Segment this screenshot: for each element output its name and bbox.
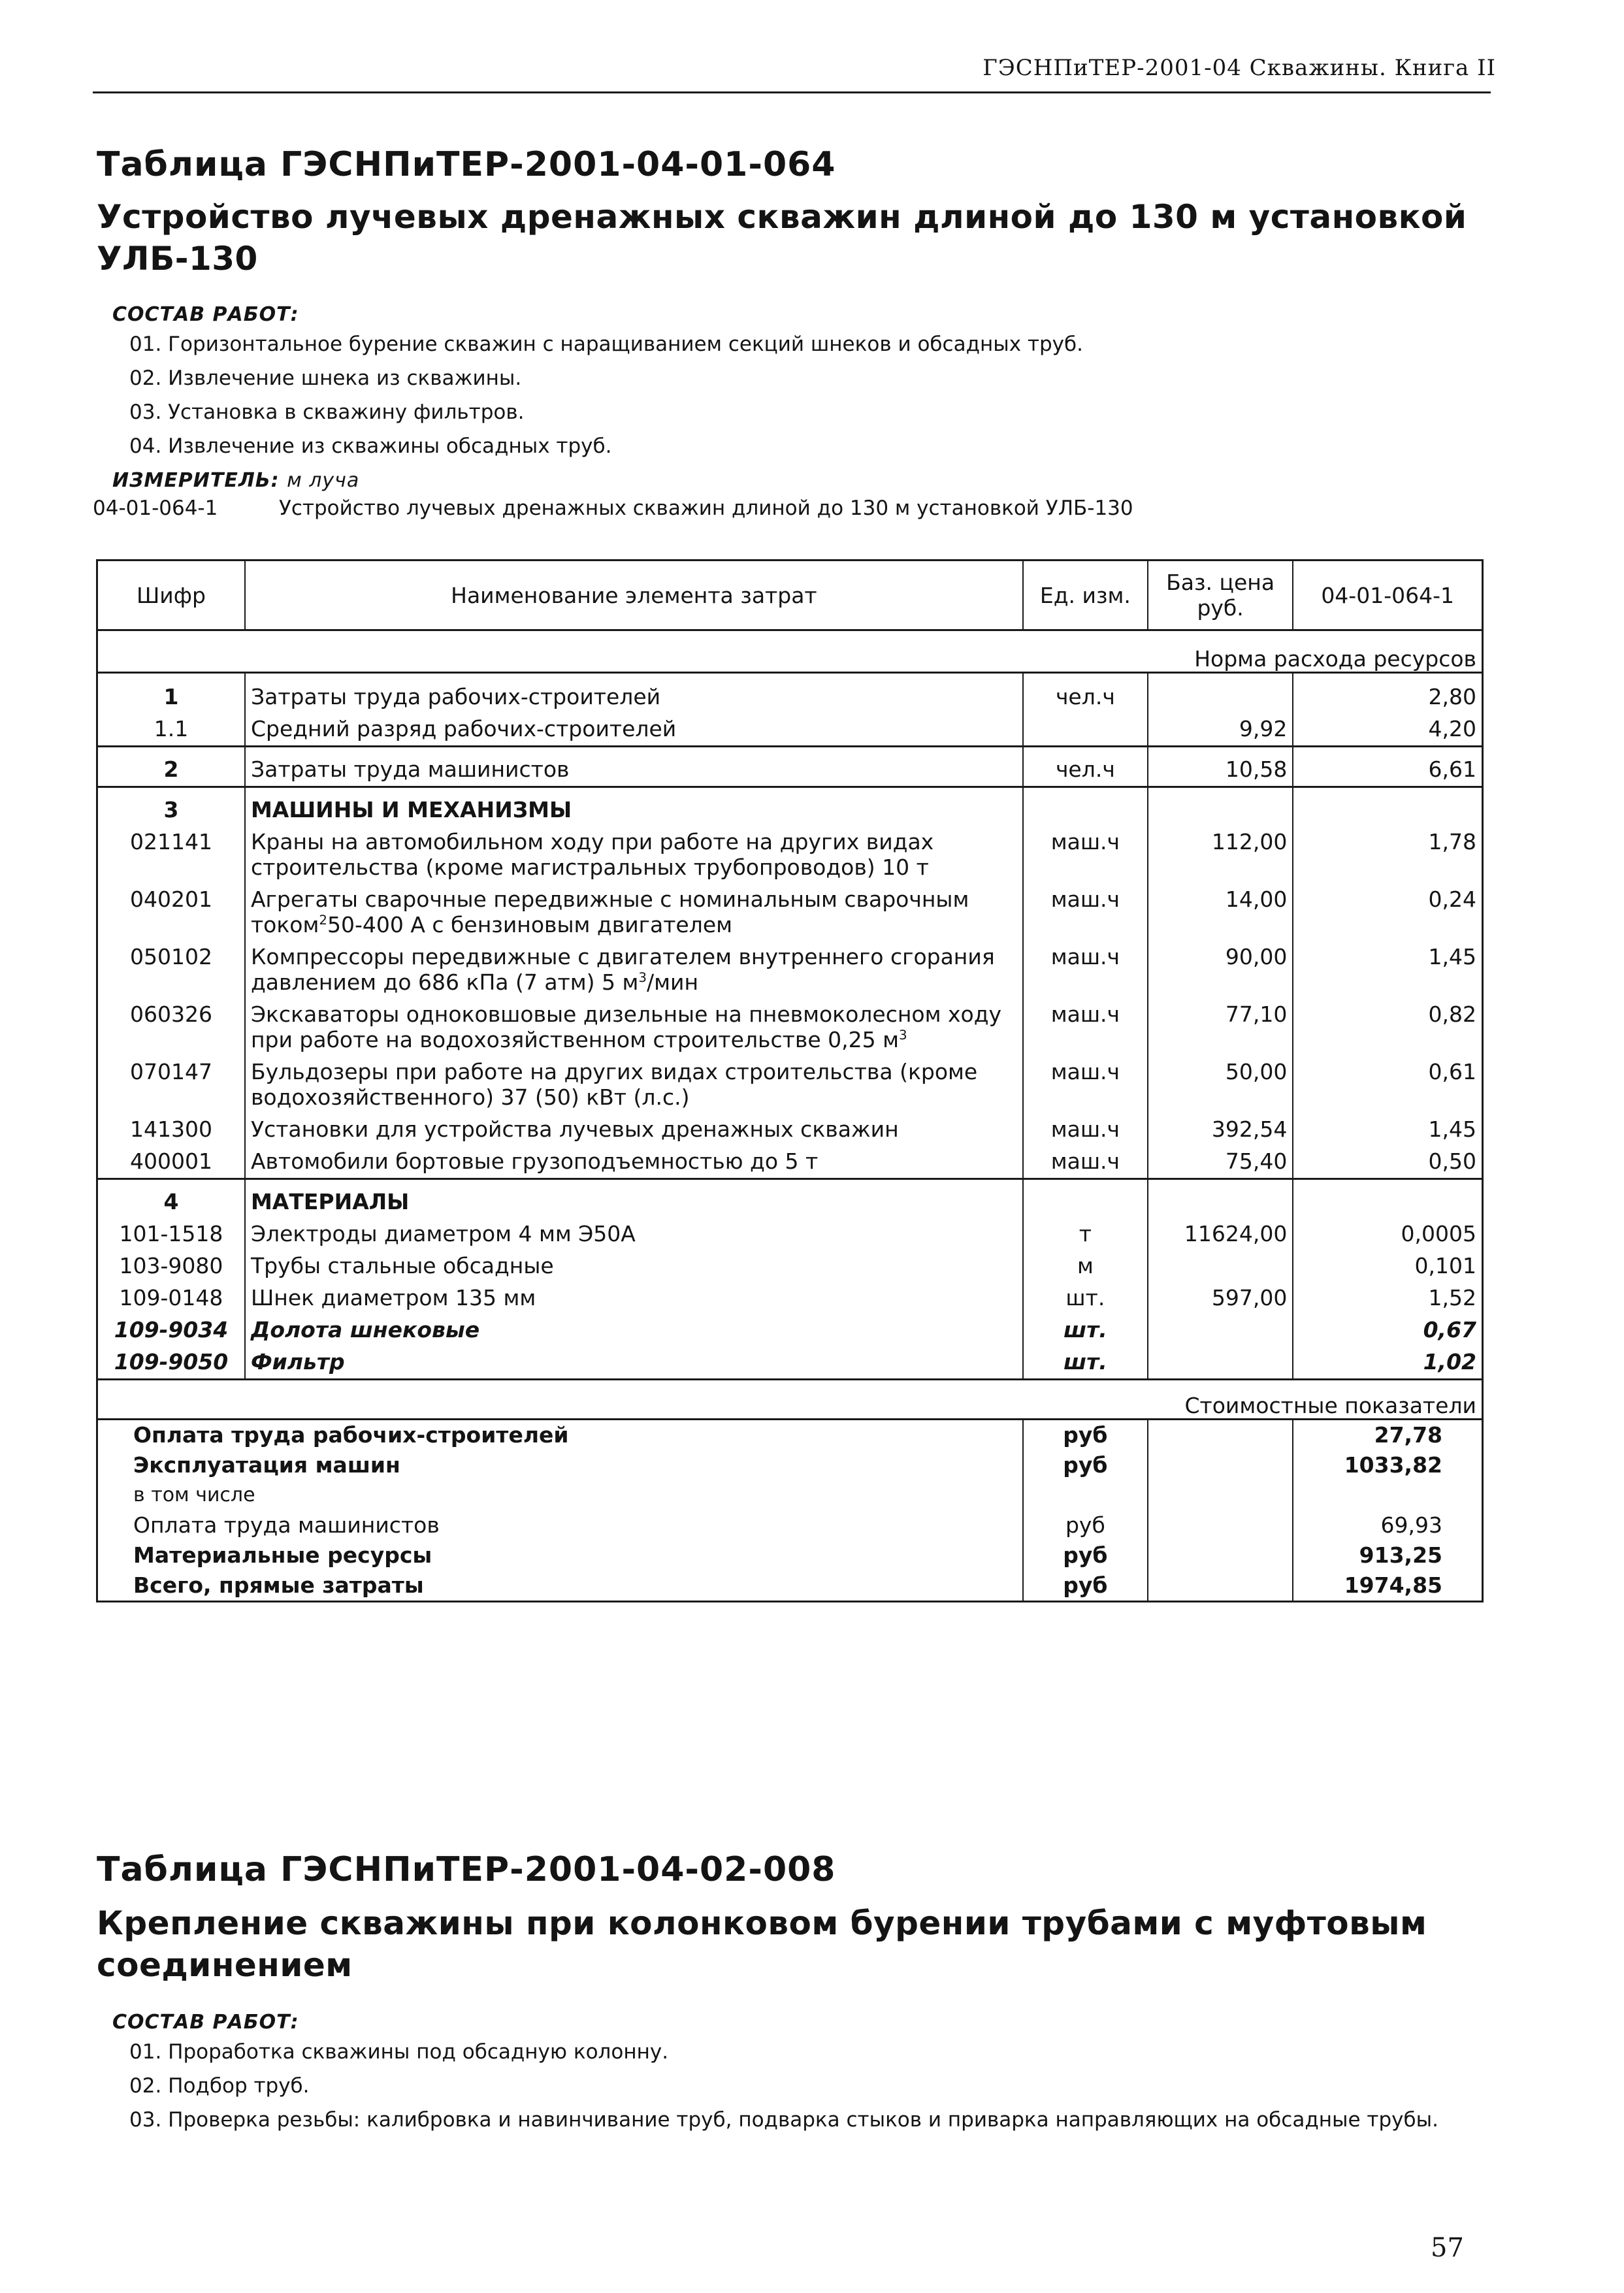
cost-name: Материальные ресурсы: [97, 1540, 1023, 1570]
cost-row: [97, 1420, 1483, 1451]
row-value: 2,80: [1428, 684, 1476, 709]
row-unit: шт.: [1023, 1342, 1148, 1380]
row-price: [1148, 1342, 1293, 1380]
cost-value: 1974,85: [1344, 1572, 1442, 1598]
row-name: Средний разряд рабочих-строителей: [245, 709, 1023, 747]
row-code: 101-1518: [97, 1214, 245, 1246]
row-name: Затраты труда рабочих-строителей: [245, 673, 1023, 710]
row-name: Долота шнековые: [245, 1310, 1023, 1342]
row-name: [245, 937, 1023, 995]
row-price: 10,58: [1148, 747, 1293, 787]
row-code: 021141: [97, 822, 245, 880]
page-number: 57: [1431, 2233, 1464, 2263]
row-code: 109-9034: [97, 1310, 245, 1342]
cost-value: 27,78: [1374, 1422, 1442, 1448]
row-unit: маш.ч: [1023, 1052, 1148, 1110]
running-header: ГЭСНПиТЕР-2001-04 Скважины. Книга II: [983, 55, 1496, 81]
table-row: [97, 1246, 1483, 1278]
row-name: Затраты труда машинистов: [245, 747, 1023, 787]
row-code: 040201: [97, 880, 245, 937]
table-row: [97, 1110, 1483, 1142]
row-value: 1,45: [1428, 944, 1476, 969]
cost-label-row: [97, 1380, 1483, 1420]
table-row: [97, 1310, 1483, 1342]
row-price: 75,40: [1148, 1142, 1293, 1179]
row-name: Краны на автомобильном ходу при работе на других видах строительства (кроме магистральных трубопроводов) 10 т: [245, 822, 1023, 880]
row-price: 9,92: [1148, 709, 1293, 747]
table-row: [97, 709, 1483, 747]
row-code: 109-9050: [97, 1342, 245, 1380]
row-name-tail: /мин: [647, 969, 699, 995]
row-name-sup: 3: [898, 1028, 907, 1043]
cost-value: 1033,82: [1344, 1452, 1442, 1478]
row-code: 070147: [97, 1052, 245, 1110]
table-row: [97, 995, 1483, 1052]
table1-works-label: СОСТАВ РАБОТ:: [112, 303, 299, 326]
row-price: 50,00: [1148, 1052, 1293, 1110]
row-unit: т: [1023, 1214, 1148, 1246]
table-row: [97, 880, 1483, 937]
table-row: [97, 1342, 1483, 1380]
cost-name: Эксплуатация машин: [97, 1450, 1023, 1480]
row-unit: шт.: [1023, 1310, 1148, 1342]
table1-work-item: 03. Установка в скважину фильтров.: [129, 400, 525, 424]
row-name: Установки для устройства лучевых дренажных скважин: [245, 1110, 1023, 1142]
row-code: 1.1: [97, 709, 245, 747]
row-unit: маш.ч: [1023, 995, 1148, 1052]
table1-code: 04-01-064-1: [93, 496, 218, 520]
row-value: 0,61: [1428, 1059, 1476, 1084]
row-value: 4,20: [1428, 716, 1476, 741]
row-unit: маш.ч: [1023, 937, 1148, 995]
cost-unit: руб: [1023, 1450, 1148, 1480]
cost-label: Стоимостные показатели: [1148, 1380, 1483, 1420]
row-name: Трубы стальные обсадные: [245, 1246, 1023, 1278]
cost-row: [97, 1540, 1483, 1570]
measure-label: ИЗМЕРИТЕЛЬ:: [112, 469, 280, 492]
row-unit: маш.ч: [1023, 1110, 1148, 1142]
cost-unit: руб: [1023, 1420, 1148, 1451]
row-value: 1,02: [1423, 1349, 1476, 1374]
section-title: МАШИНЫ И МЕХАНИЗМЫ: [245, 787, 1023, 823]
row-unit: [1023, 709, 1148, 747]
norms-table: [96, 559, 1484, 1602]
table1-work-item: 04. Извлечение из скважины обсадных труб.: [129, 434, 612, 458]
row-code: 4: [97, 1179, 245, 1215]
cost-name: Оплата труда рабочих-строителей: [97, 1420, 1023, 1451]
row-value: 0,82: [1428, 1001, 1476, 1027]
table1-code-desc: Устройство лучевых дренажных скважин длиной до 130 м установкой УЛБ-130: [279, 496, 1133, 520]
header-norm-code: 04-01-064-1: [1293, 561, 1482, 630]
row-price: 90,00: [1148, 937, 1293, 995]
row-price: 77,10: [1148, 995, 1293, 1052]
header-rule: [93, 91, 1491, 93]
table-row: [97, 1214, 1483, 1246]
header-price: Баз. цена руб.: [1148, 561, 1293, 630]
row-name-text: Агрегаты сварочные передвижные с номинальным сварочным током: [250, 886, 969, 937]
row-unit: чел.ч: [1023, 673, 1148, 710]
table1-work-item: 02. Извлечение шнека из скважины.: [129, 366, 522, 390]
row-code: 060326: [97, 995, 245, 1052]
table2-work-item: 03. Проверка резьбы: калибровка и навинчивание труб, подварка стыков и приварка направляющих на обсадные трубы.: [129, 2108, 1438, 2132]
row-code: 141300: [97, 1110, 245, 1142]
header-unit: Ед. изм.: [1023, 561, 1148, 630]
row-price: 597,00: [1148, 1278, 1293, 1310]
row-value: 1,78: [1428, 829, 1476, 854]
row-name-text: Компрессоры передвижные с двигателем внутреннего сгорания давлением до 686 кПа (7 атм) 5 м: [250, 944, 995, 995]
table-row: [97, 1052, 1483, 1110]
table1-code-line: [93, 496, 1133, 520]
cost-unit: руб: [1023, 1510, 1148, 1540]
table1-measure: [112, 469, 359, 492]
cost-name: Всего, прямые затраты: [97, 1570, 1023, 1602]
row-price: 392,54: [1148, 1110, 1293, 1142]
norm-label: Норма расхода ресурсов: [1148, 630, 1483, 673]
table-header-row: [97, 561, 1483, 630]
norm-label-row: [97, 630, 1483, 673]
row-price: 112,00: [1148, 822, 1293, 880]
row-price: [1148, 1246, 1293, 1278]
row-unit: чел.ч: [1023, 747, 1148, 787]
row-code: 050102: [97, 937, 245, 995]
row-unit: маш.ч: [1023, 880, 1148, 937]
section-row-machines: [97, 787, 1483, 823]
table1-work-item: 01. Горизонтальное бурение скважин с наращиванием секций шнеков и обсадных труб.: [129, 333, 1083, 356]
row-unit: маш.ч: [1023, 1142, 1148, 1179]
cost-name: в том числе: [97, 1480, 1023, 1510]
row-name: [245, 995, 1023, 1052]
row-code: 2: [97, 747, 245, 787]
row-code: 400001: [97, 1142, 245, 1179]
table2-work-item: 02. Подбор труб.: [129, 2074, 310, 2098]
header-code: Шифр: [97, 561, 245, 630]
cost-unit: руб: [1023, 1570, 1148, 1602]
row-value: 0,67: [1423, 1317, 1476, 1342]
row-name: Бульдозеры при работе на других видах строительства (кроме водохозяйственного) 37 (50) кВт (л.с.): [245, 1052, 1023, 1110]
row-price: 11624,00: [1148, 1214, 1293, 1246]
table-row: [97, 1142, 1483, 1179]
table2-work-item: 01. Проработка скважины под обсадную колонну.: [129, 2040, 669, 2064]
cost-unit: руб: [1023, 1540, 1148, 1570]
row-value: 0,50: [1428, 1148, 1476, 1174]
table2-subtitle: Крепление скважины при колонковом бурении трубами с муфтовым соединением: [97, 1904, 1427, 1984]
row-unit: маш.ч: [1023, 822, 1148, 880]
cost-row: [97, 1510, 1483, 1540]
row-name-sup: 3: [638, 970, 647, 985]
row-name: Фильтр: [245, 1342, 1023, 1380]
row-price: 14,00: [1148, 880, 1293, 937]
table-row: [97, 747, 1483, 787]
cost-value: 913,25: [1359, 1542, 1442, 1568]
row-value: 0,24: [1428, 886, 1476, 912]
row-price: [1148, 673, 1293, 710]
row-name: [245, 880, 1023, 937]
row-name-sup: 2: [319, 913, 327, 928]
table1-subtitle: Устройство лучевых дренажных скважин длиной до 130 м установкой УЛБ-130: [97, 198, 1467, 278]
row-value: 0,0005: [1401, 1221, 1476, 1246]
table-row: [97, 673, 1483, 710]
row-value: 6,61: [1293, 747, 1482, 787]
row-name-text: Экскаваторы одноковшовые дизельные на пневмоколесном ходу при работе на водохозяйственном строительстве 0,25 м: [250, 1001, 1002, 1052]
row-name: Электроды диаметром 4 мм Э50А: [245, 1214, 1023, 1246]
cost-value: 69,93: [1380, 1512, 1442, 1538]
row-unit: м: [1023, 1246, 1148, 1278]
row-code: 103-9080: [97, 1246, 245, 1278]
table1-title: Таблица ГЭСНПиТЕР-2001-04-01-064: [97, 145, 836, 184]
row-name: Шнек диаметром 135 мм: [245, 1278, 1023, 1310]
row-value: 1,52: [1428, 1285, 1476, 1310]
row-name: Автомобили бортовые грузоподъемностью до 5 т: [245, 1142, 1023, 1179]
row-unit: шт.: [1023, 1278, 1148, 1310]
section-row-materials: [97, 1179, 1483, 1215]
table2-works-label: СОСТАВ РАБОТ:: [112, 2011, 299, 2034]
row-name-tail: 50-400 А с бензиновым двигателем: [327, 912, 733, 937]
row-value: 0,101: [1414, 1253, 1476, 1278]
cost-row: [97, 1450, 1483, 1480]
section-title: МАТЕРИАЛЫ: [245, 1179, 1023, 1215]
table-row: [97, 1278, 1483, 1310]
row-code: 109-0148: [97, 1278, 245, 1310]
table-row: [97, 937, 1483, 995]
cost-row: [97, 1570, 1483, 1602]
row-value: 1,45: [1428, 1116, 1476, 1142]
header-name: Наименование элемента затрат: [245, 561, 1023, 630]
cost-name: Оплата труда машинистов: [97, 1510, 1023, 1540]
row-code: 1: [97, 673, 245, 710]
row-price: [1148, 1310, 1293, 1342]
table2-title: Таблица ГЭСНПиТЕР-2001-04-02-008: [97, 1850, 836, 1889]
row-code: 3: [97, 787, 245, 823]
cost-row: [97, 1480, 1483, 1510]
table-row: [97, 822, 1483, 880]
measure-unit: м луча: [287, 469, 360, 492]
